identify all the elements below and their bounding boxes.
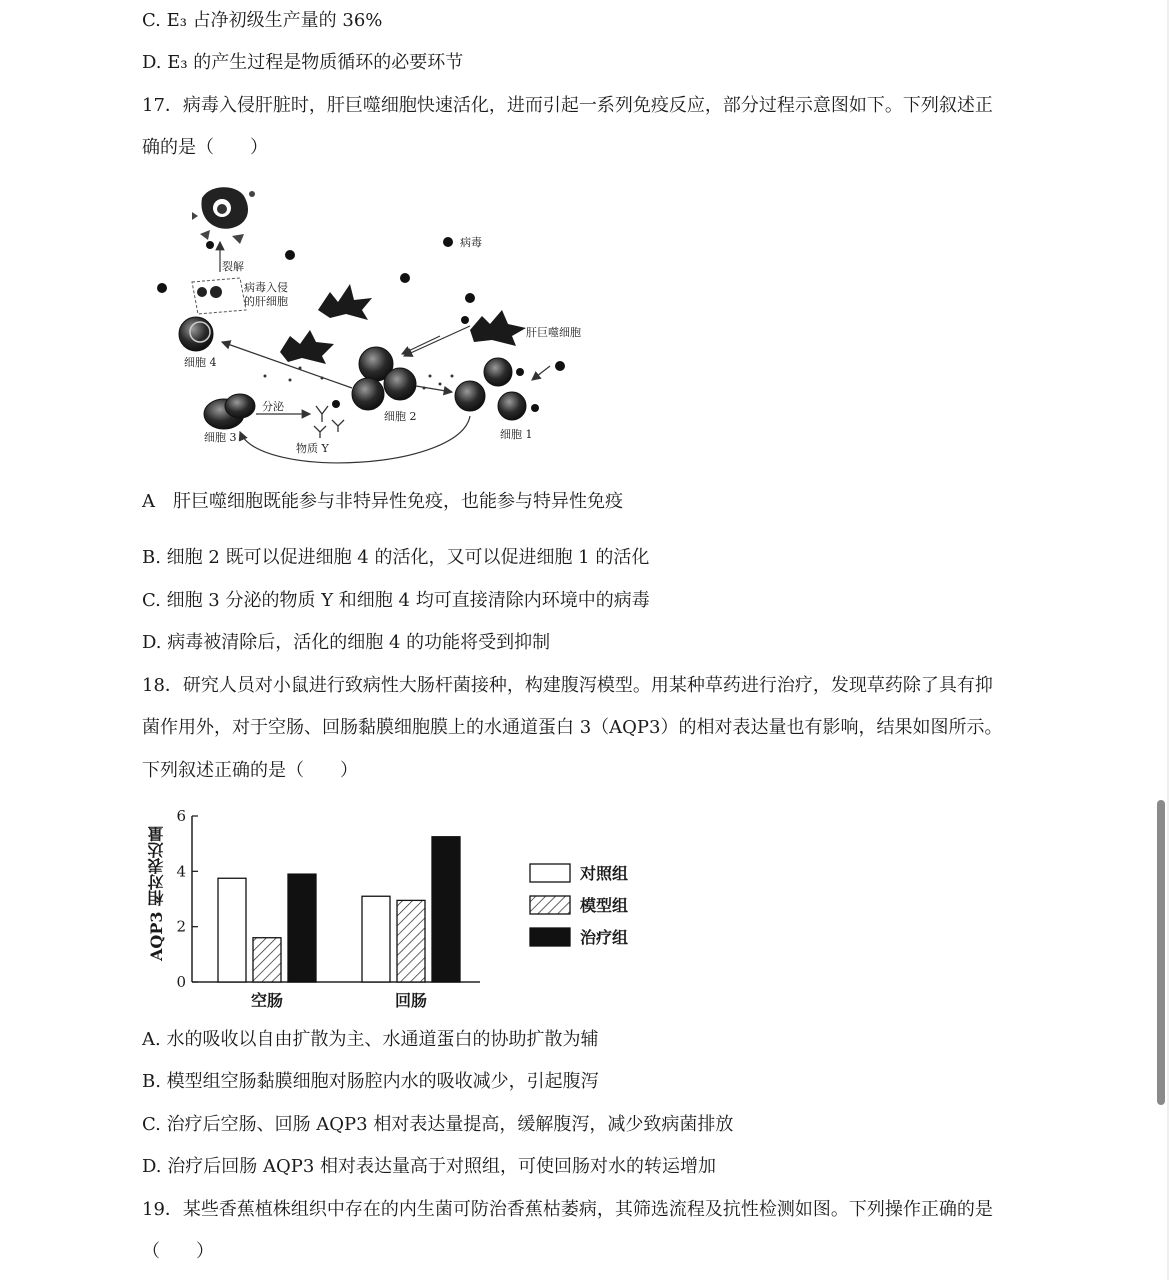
bar-模型组	[397, 900, 425, 982]
secrete-label: 分泌	[262, 400, 284, 413]
bar-治疗组	[432, 837, 460, 982]
option-c-q16: C. E₃ 占净初级生产量的 36%	[142, 10, 383, 31]
bar-对照组	[218, 878, 246, 982]
question-17-stem-cont: 确的是（ ）	[142, 137, 268, 158]
substance-y-label: 物质 Y	[296, 442, 329, 455]
option-d-q18: D. 治疗后回肠 AQP3 相对表达量高于对照组，可使回肠对水的转运增加	[142, 1156, 716, 1177]
lysed-cell	[192, 187, 255, 244]
y-tick-label: 4	[176, 862, 186, 881]
infected-liver-cell	[192, 278, 246, 314]
immune-diagram	[140, 180, 620, 470]
legend-label: 治疗组	[580, 928, 629, 947]
cell-1-b	[484, 358, 512, 386]
cell-4-label: 细胞 4	[184, 356, 217, 369]
scrollbar-thumb[interactable]	[1157, 800, 1165, 1105]
antibodies	[314, 406, 344, 438]
chart-ticks	[176, 807, 198, 991]
question-19-stem: 19．某些香蕉植株组织中存在的内生菌可防治香蕉枯萎病，其筛选流程及抗性检测如图。下列操作正确的是	[142, 1199, 993, 1220]
option-c-q17: C. 细胞 3 分泌的物质 Y 和细胞 4 均可直接清除内环境中的病毒	[142, 590, 650, 611]
chart-categories	[251, 991, 427, 1010]
cell-2-b	[384, 368, 416, 400]
macrophage-label: 肝巨噬细胞	[526, 326, 581, 339]
y-tick-label: 2	[176, 917, 186, 936]
y-tick-label: 0	[176, 973, 186, 991]
option-b-q17: B. 细胞 2 既可以促进细胞 4 的活化，又可以促进细胞 1 的活化	[142, 547, 650, 568]
option-a-q17: A 肝巨噬细胞既能参与非特异性免疫，也能参与特异性免疫	[142, 491, 623, 512]
option-d-q17: D. 病毒被清除后，活化的细胞 4 的功能将受到抑制	[142, 632, 551, 653]
option-b-q18: B. 模型组空肠黏膜细胞对肠腔内水的吸收减少，引起腹泻	[142, 1071, 599, 1092]
virus-label: 病毒	[460, 236, 482, 249]
cell-2-c	[352, 378, 384, 410]
chart-legend	[530, 864, 628, 947]
chart-bars	[218, 837, 460, 982]
legend-label: 对照组	[580, 864, 629, 883]
lysis-label: 裂解	[222, 260, 244, 273]
option-a-q18: A. 水的吸收以自由扩散为主、水通道蛋白的协助扩散为辅	[142, 1029, 599, 1050]
legend-swatch	[530, 896, 570, 914]
y-tick-label: 6	[176, 807, 186, 825]
bar-模型组	[253, 938, 281, 982]
cell-1-a	[455, 381, 485, 411]
option-d-q16: D. E₃ 的产生过程是物质循环的必要环节	[142, 52, 464, 73]
bar-治疗组	[288, 874, 316, 982]
chart-y-label: AQP3 相对表达量	[147, 825, 166, 961]
legend-swatch	[530, 864, 570, 882]
cell-3-label: 细胞 3	[204, 431, 237, 444]
question-17-stem: 17．病毒入侵肝脏时，肝巨噬细胞快速活化，进而引起一系列免疫反应，部分过程示意图如下。下列叙述正	[142, 95, 993, 116]
infected-cell-label-1: 病毒入侵	[244, 281, 288, 294]
virus-legend-icon	[443, 237, 453, 247]
question-19-stem-cont: （ ）	[142, 1241, 214, 1262]
liver-macrophages	[280, 284, 526, 364]
legend-swatch	[530, 928, 570, 946]
infected-cell-label-2: 的肝细胞	[244, 295, 288, 308]
legend-label: 模型组	[580, 896, 629, 915]
cell-1-label: 细胞 1	[500, 428, 533, 441]
cell-3-b	[225, 394, 255, 418]
question-18-stem-end: 下列叙述正确的是（ ）	[142, 760, 358, 781]
question-18-stem-cont: 菌作用外，对于空肠、回肠黏膜细胞膜上的水通道蛋白 3（AQP3）的相对表达量也有影响，结果如图所示。	[142, 717, 1003, 738]
question-18-stem: 18．研究人员对小鼠进行致病性大肠杆菌接种，构建腹泻模型。用某种草药进行治疗，发现草药除了具有抑	[142, 675, 993, 696]
bar-对照组	[362, 896, 390, 982]
category-label: 回肠	[394, 991, 428, 1010]
option-c-q18: C. 治疗后空肠、回肠 AQP3 相对表达量提高，缓解腹泻，减少致病菌排放	[142, 1114, 734, 1135]
category-label: 空肠	[250, 991, 284, 1010]
cell-2-label: 细胞 2	[384, 410, 417, 423]
aqp3-bar-chart	[170, 806, 650, 1016]
cell-1-c	[498, 392, 526, 420]
